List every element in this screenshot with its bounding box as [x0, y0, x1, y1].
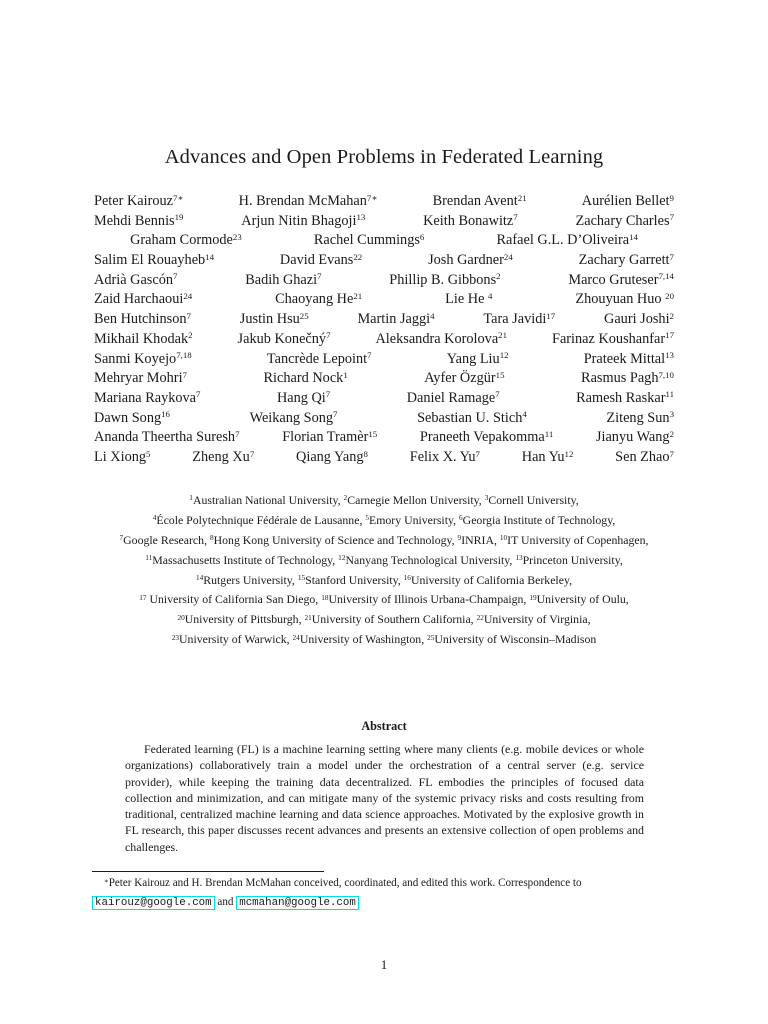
author: [584, 350, 674, 370]
author: [575, 212, 674, 232]
affiliation-number: 21: [304, 612, 312, 622]
author-name: Zachary Charles: [575, 212, 670, 229]
author-affiliation-marker: 17: [546, 310, 556, 321]
author-row: [94, 310, 674, 330]
author-name: Jakub Konečný: [237, 330, 327, 347]
author: [94, 212, 183, 232]
author-name: Sebastian U. Stich: [417, 409, 523, 426]
author: [94, 409, 170, 429]
author: [314, 231, 424, 251]
affiliation-number: 18: [321, 592, 329, 602]
author-affiliation-marker: 9: [669, 192, 674, 203]
affiliation-name: Carnegie Mellon University,: [347, 493, 485, 507]
author-name: Rachel Cummings: [313, 232, 420, 249]
author-affiliation-marker: 19: [174, 212, 184, 223]
author-affiliation-marker: 7: [669, 448, 674, 459]
affiliation-name: University of Pittsburgh,: [184, 612, 305, 627]
author-affiliation-marker: 7: [326, 330, 331, 341]
affiliation-number: 3: [484, 493, 489, 503]
footnote: [92, 874, 678, 913]
author: [94, 369, 187, 389]
author-affiliation-marker: 21: [498, 330, 508, 341]
author-affiliation-marker: 7: [317, 271, 322, 282]
author: [94, 290, 192, 310]
affiliation-number: 4: [152, 513, 157, 523]
author-name: Li Xiong: [94, 448, 147, 465]
author-row: [94, 330, 674, 350]
author: [239, 192, 378, 212]
affiliation-name: University of Warwick,: [179, 632, 293, 647]
author-affiliation-marker: 22: [353, 251, 363, 262]
author: [445, 290, 492, 310]
author: [579, 251, 674, 271]
author-name: Rafael G.L. D’Oliveira: [496, 232, 630, 249]
affiliation-number: 10: [499, 533, 508, 543]
author-name: David Evans: [279, 252, 354, 269]
affiliation-name: INRIA,: [461, 532, 500, 547]
author-name: Martin Jaggi: [357, 311, 431, 328]
author-name: Felix X. Yu: [409, 448, 476, 465]
author-name: Graham Cormode: [130, 232, 233, 249]
author: [389, 271, 500, 291]
author-name: Florian Tramèr: [282, 429, 369, 446]
footnote-text: Peter Kairouz and H. Brendan McMahan conceived, coordinated, and edited this work. Correspondence to: [108, 877, 582, 889]
affiliation-name: Emory University,: [369, 512, 460, 527]
affiliation-number: 5: [365, 513, 370, 523]
author-affiliation-marker: 17: [665, 330, 674, 341]
author-affiliation-marker: 8: [363, 448, 368, 459]
author-name: H. Brendan McMahan: [238, 193, 367, 209]
author-affiliation-marker: 7∗: [366, 192, 378, 203]
author-name: Zheng Xu: [192, 448, 250, 465]
author: [522, 448, 574, 468]
affiliation-line: [0, 590, 768, 610]
author-name: Peter Kairouz: [94, 193, 173, 209]
affiliation-name: École Polytechnique Fédérale de Lausanne,: [156, 512, 366, 527]
author: [496, 231, 637, 251]
author-name: Sen Zhao: [615, 448, 670, 465]
author-affiliation-marker: 7: [495, 389, 500, 400]
affiliation-name: Princeton University,: [522, 552, 623, 567]
author-affiliation-marker: 12: [564, 448, 574, 459]
author: [582, 192, 674, 212]
author-row: [94, 409, 674, 429]
author: [241, 212, 365, 232]
author: [423, 212, 518, 232]
author-affiliation-marker: 21: [517, 192, 527, 203]
affiliation-number: 8: [209, 533, 214, 543]
affiliation-name: Hong Kong University of Science and Technology,: [213, 532, 458, 547]
author-name: Ben Hutchinson: [94, 311, 187, 328]
author-name: Praneeth Vepakomma: [419, 429, 545, 446]
affiliation-name: University of Washington,: [299, 632, 428, 647]
author: [94, 251, 214, 271]
author: [433, 192, 527, 212]
abstract-heading: Abstract: [361, 719, 407, 733]
author-name: Mehdi Bennis: [94, 212, 175, 229]
author-name: Ramesh Raskar: [576, 389, 666, 406]
affiliation-number: 20: [177, 612, 185, 622]
paper-title: Advances and Open Problems in Federated Learning: [164, 146, 604, 168]
author-affiliation-marker: 7: [367, 350, 372, 361]
author: [275, 290, 362, 310]
author-name: Jianyu Wang: [595, 429, 670, 446]
author-affiliation-marker: 24: [183, 291, 193, 302]
affiliation-number: 19: [529, 592, 537, 602]
author-affiliation-marker: 11: [544, 428, 554, 439]
affiliation-line: [0, 610, 768, 630]
author-affiliation-marker: 21: [353, 291, 363, 302]
author-row: [94, 192, 674, 212]
affiliation-name: Stanford University,: [305, 572, 404, 587]
author-affiliation-marker: 7: [669, 212, 674, 223]
author: [420, 428, 553, 448]
author: [245, 271, 321, 291]
author-affiliation-marker: 2: [496, 271, 501, 282]
author-affiliation-marker: 7∗: [173, 192, 184, 203]
author-affiliation-marker: 2: [188, 330, 193, 341]
author: [94, 350, 192, 370]
author-affiliation-marker: 7: [249, 448, 255, 459]
author-name: Badih Ghazi: [245, 271, 318, 288]
author: [424, 369, 504, 389]
author-name: Tancrède Lepoint: [266, 350, 368, 367]
affiliation-name: University of Oulu,: [536, 592, 629, 607]
author-name: Ziteng Sun: [606, 409, 670, 426]
author: [552, 330, 674, 350]
author-row: [94, 369, 674, 389]
affiliation-line: [0, 491, 768, 511]
author-affiliation-marker: 25: [299, 310, 309, 321]
author-name: Zachary Garrett: [578, 252, 670, 269]
author-name: Sanmi Koyejo: [94, 350, 177, 367]
author-affiliation-marker: 15: [368, 428, 378, 439]
author-name: Zaid Harchaoui: [94, 291, 184, 308]
author-row: [94, 389, 674, 409]
affiliation-name: Google Research,: [123, 532, 210, 547]
author-row: [94, 271, 674, 291]
author-affiliation-marker: 12: [499, 350, 509, 361]
author: [267, 350, 372, 370]
author-name: Lie He: [445, 291, 489, 308]
affiliation-number: 16: [403, 572, 411, 582]
author-affiliation-marker: 5: [146, 448, 151, 459]
author: [94, 448, 150, 468]
author-name: Tara Javidi: [483, 311, 547, 328]
author-affiliation-marker: 7: [325, 389, 331, 400]
author-name: Farinaz Koushanfar: [552, 330, 666, 347]
author-affiliation-marker: 2: [669, 428, 674, 439]
affiliation-number: 9: [457, 533, 462, 543]
author-affiliation-marker: 20: [665, 291, 674, 302]
author-affiliation-marker: 4: [488, 291, 493, 302]
affiliation-name: University of Wisconsin–Madison: [434, 632, 597, 647]
author-row: [94, 212, 674, 232]
author: [94, 330, 193, 350]
author: [428, 251, 513, 271]
affiliation-name: University of California San Diego,: [146, 592, 322, 607]
affiliation-number: 6: [459, 513, 463, 523]
author-row: [94, 448, 674, 468]
author-affiliation-marker: 7: [513, 212, 518, 223]
author-name: Gauri Joshi: [604, 311, 670, 328]
author-name: Mehryar Mohri: [94, 370, 183, 387]
author-affiliation-marker: 7: [196, 389, 201, 400]
author: [407, 389, 500, 409]
author: [483, 310, 555, 330]
author-name: Brendan Avent: [432, 193, 518, 209]
affiliation-number: 23: [171, 632, 180, 642]
affiliation-name: University of Illinois Urbana-Champaign,: [328, 592, 530, 607]
author-affiliation-marker: 7: [186, 310, 191, 321]
author-name: Yang Liu: [446, 350, 500, 367]
affiliation-number: 15: [297, 572, 306, 582]
author: [94, 428, 240, 448]
author: [277, 389, 330, 409]
author-affiliation-marker: 7: [182, 369, 187, 380]
author: [417, 409, 527, 429]
author-affiliation-marker: 11: [665, 389, 674, 400]
affiliation-number: 25: [427, 632, 435, 642]
affiliation-number: 22: [476, 612, 484, 622]
email-link-mcmahan[interactable]: mcmahan@google.com: [236, 896, 359, 910]
author-name: Salim El Rouayheb: [94, 252, 206, 269]
author: [357, 310, 434, 330]
author: [282, 428, 377, 448]
author-name: Daniel Ramage: [406, 389, 496, 406]
author-name: Mikhail Khodak: [94, 330, 189, 347]
author: [375, 330, 507, 350]
author-affiliation-marker: 14: [629, 231, 638, 242]
affiliation-name: Rutgers University,: [203, 572, 298, 587]
affiliation-name: University of California Berkeley,: [410, 572, 573, 587]
author-name: Mariana Raykova: [94, 389, 197, 406]
author: [410, 448, 480, 468]
author-affiliation-marker: 1: [343, 369, 348, 380]
affiliation-line: [0, 571, 768, 591]
author-affiliation-marker: 14: [205, 251, 215, 262]
author: [264, 369, 348, 389]
author: [615, 448, 674, 468]
abstract-body: Federated learning (FL) is a machine learning setting where many clients (e.g. mobile devices or whole organizations) collaboratively train a model under the orchestration of a central server (e.g. service provider), while keeping the training data decentralized. FL embodies the principles of focused data collection and minimization, and can mitigate many of the systemic privacy risks and costs resulting from traditional, centralized machine learning and data science approaches. Motivated by the explosive growth in FL research, this paper discusses recent advances and presents an extensive collection of open problems and challenges.: [125, 742, 644, 854]
author-affiliation-marker: 3: [669, 409, 674, 420]
author-name: Phillip B. Gibbons: [389, 271, 497, 288]
author-name: Ayfer Özgür: [424, 370, 496, 387]
affiliation-name: Nanyang Technological University,: [345, 552, 516, 567]
author-name: Keith Bonawitz: [423, 212, 514, 229]
author-name: Dawn Song: [94, 409, 162, 426]
author-name: Chaoyang He: [275, 291, 354, 308]
page-number: 1: [380, 957, 388, 972]
author-affiliation-marker: 24: [503, 251, 513, 262]
author-name: Weikang Song: [249, 409, 334, 426]
affiliation-number: 7: [119, 533, 124, 543]
affiliation-line: [0, 511, 768, 531]
author-name: Richard Nock: [263, 370, 344, 387]
author-name: Aurélien Bellet: [581, 193, 670, 209]
affiliation-number: 11: [145, 553, 153, 563]
author-affiliation-marker: 7: [333, 409, 338, 420]
author: [606, 409, 674, 429]
author-name: Adrià Gascón: [94, 271, 174, 288]
author: [296, 448, 368, 468]
author: [240, 310, 309, 330]
author-affiliation-marker: 7,14: [658, 271, 674, 282]
affiliation-list: [0, 491, 768, 650]
author-row: [94, 231, 674, 251]
affiliation-name: University of Southern California,: [311, 612, 477, 627]
author-affiliation-marker: 4: [522, 409, 527, 420]
affiliation-number: 1: [189, 493, 193, 503]
author-affiliation-marker: 7,10: [658, 369, 674, 380]
author: [581, 369, 674, 389]
author-affiliation-marker: 4: [430, 310, 435, 321]
author-affiliation-marker: 23: [232, 231, 242, 242]
author-affiliation-marker: 7: [173, 271, 178, 282]
affiliation-name: IT University of Copenhagen,: [507, 532, 649, 547]
author-affiliation-marker: 7: [475, 448, 480, 459]
affiliation-number: 14: [195, 572, 204, 582]
email-link-kairouz[interactable]: kairouz@google.com: [92, 896, 215, 910]
author: [596, 428, 674, 448]
author-name: Justin Hsu: [239, 311, 300, 328]
author: [192, 448, 254, 468]
author: [568, 271, 674, 291]
author: [576, 389, 674, 409]
author-name: Rasmus Pagh: [581, 370, 659, 387]
author: [94, 192, 183, 212]
author-row: [94, 251, 674, 271]
affiliation-number: 12: [338, 553, 346, 563]
author-name: Arjun Nitin Bhagoji: [241, 212, 357, 229]
author-name: Hang Qi: [276, 389, 326, 406]
author-name: Marco Gruteser: [568, 271, 659, 288]
affiliation-line: [0, 551, 768, 571]
author-affiliation-marker: 2: [669, 310, 674, 321]
author: [280, 251, 362, 271]
author-name: Aleksandra Korolova: [375, 330, 499, 347]
author-affiliation-marker: 16: [161, 409, 170, 420]
affiliation-number: 2: [343, 493, 348, 503]
author: [94, 389, 200, 409]
author-affiliation-marker: 7: [235, 428, 240, 439]
footnote-rule: [92, 871, 324, 872]
author-affiliation-marker: 7: [669, 251, 674, 262]
author-row: [94, 350, 674, 370]
author-row: [94, 428, 674, 448]
author-name: Josh Gardner: [428, 252, 504, 269]
affiliation-line: [0, 531, 768, 551]
author-name: Zhouyuan Huo: [575, 291, 666, 308]
footnote-connector: and: [214, 896, 237, 908]
footnote-marker: ∗: [104, 877, 109, 885]
author-name: Han Yu: [521, 448, 565, 465]
author-name: Qiang Yang: [296, 448, 364, 465]
affiliation-number: 17: [139, 592, 147, 602]
affiliation-name: Australian National University,: [192, 493, 344, 507]
author-affiliation-marker: 7,18: [176, 350, 192, 361]
author-list: [94, 192, 674, 468]
author: [130, 231, 242, 251]
affiliation-number: 24: [292, 632, 300, 642]
author: [94, 310, 191, 330]
affiliation-name: Georgia Institute of Technology,: [462, 512, 616, 527]
affiliation-line: [0, 630, 768, 650]
author: [447, 350, 509, 370]
affiliation-name: Cornell University,: [488, 493, 579, 507]
author: [604, 310, 674, 330]
author-name: Prateek Mittal: [583, 350, 666, 367]
author: [94, 271, 177, 291]
author: [250, 409, 338, 429]
author-affiliation-marker: 15: [495, 369, 505, 380]
author-affiliation-marker: 13: [665, 350, 674, 361]
author: [238, 330, 331, 350]
affiliation-name: Massachusetts Institute of Technology,: [152, 552, 339, 567]
author-name: Ananda Theertha Suresh: [94, 429, 236, 446]
author-row: [94, 290, 674, 310]
author-affiliation-marker: 13: [356, 212, 366, 223]
affiliation-name: University of Virginia,: [483, 612, 591, 627]
author: [575, 290, 674, 310]
author-affiliation-marker: 6: [419, 231, 425, 242]
affiliation-number: 13: [515, 553, 523, 563]
